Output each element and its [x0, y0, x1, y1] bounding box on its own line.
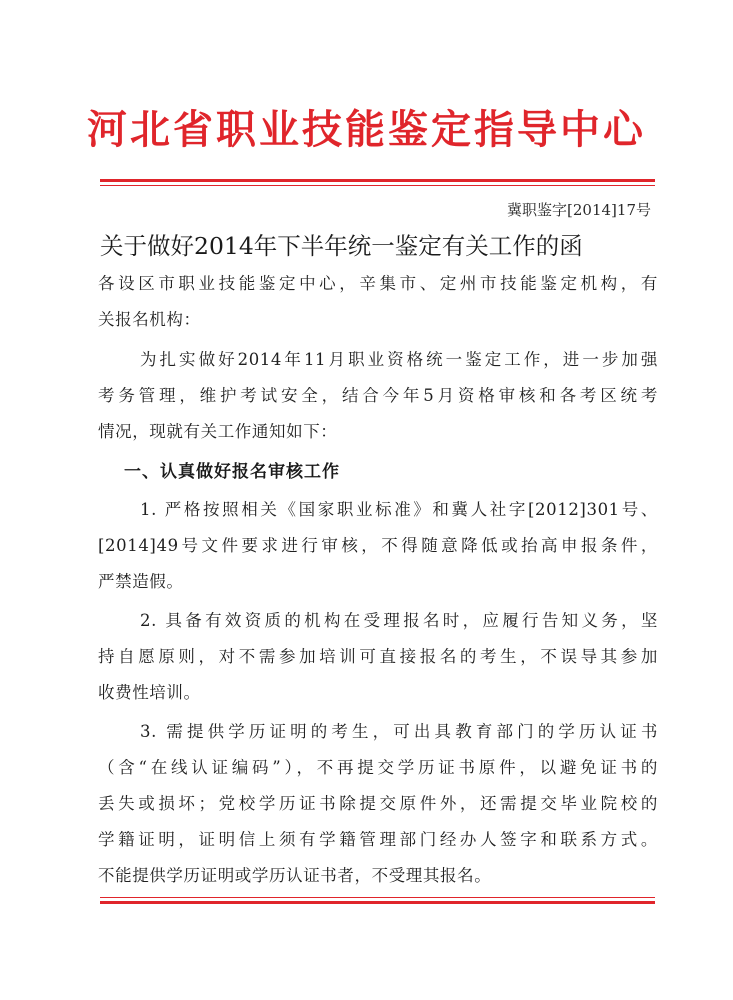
item-line: 不能提供学历证明或学历认证书者，不受理其报名。 — [98, 866, 492, 885]
document-number: 冀职鉴字[2014]17号 — [507, 201, 651, 219]
footer-rule-thick — [100, 901, 655, 904]
recipients-line: 关报名机构： — [98, 310, 201, 329]
section-heading: 一、认真做好报名审核工作 — [124, 462, 340, 482]
item-line: （含“在线认证编码”），不再提交学历证书原件，以避免证书的 — [98, 758, 658, 777]
masthead-title: 河北省职业技能鉴定指导中心 — [87, 107, 646, 153]
footer-rule-thin — [100, 897, 655, 898]
item-line: 3. 需提供学历证明的考生，可出具教育部门的学历认证书 — [140, 722, 658, 741]
item-line: 收费性培训。 — [98, 683, 201, 702]
item-line: 丢失或损坏；党校学历证书除提交原件外，还需提交毕业院校的 — [98, 794, 658, 813]
masthead-rule-thin — [100, 185, 655, 186]
recipients-line: 各设区市职业技能鉴定中心，辛集市、定州市技能鉴定机构，有 — [98, 274, 658, 293]
item-line: 严禁造假。 — [98, 572, 184, 591]
item-line: 持自愿原则，对不需参加培训可直接报名的考生，不误导其参加 — [98, 647, 658, 666]
intro-line: 考务管理，维护考试安全，结合今年5月资格审核和各考区统考 — [98, 386, 658, 405]
masthead-rule-thick — [100, 179, 655, 182]
item-line: 1. 严格按照相关《国家职业标准》和冀人社字[2012]301号、 — [140, 500, 658, 519]
item-line: 学籍证明，证明信上须有学籍管理部门经办人签字和联系方式。 — [98, 830, 658, 849]
intro-line: 情况，现就有关工作通知如下： — [98, 422, 338, 441]
item-line: 2. 具备有效资质的机构在受理报名时，应履行告知义务，坚 — [140, 611, 658, 630]
intro-line: 为扎实做好2014年11月职业资格统一鉴定工作，进一步加强 — [140, 350, 658, 369]
item-line: [2014]49号文件要求进行审核，不得随意降低或抬高申报条件， — [98, 536, 658, 555]
letter-title: 关于做好2014年下半年统一鉴定有关工作的函 — [100, 232, 583, 260]
